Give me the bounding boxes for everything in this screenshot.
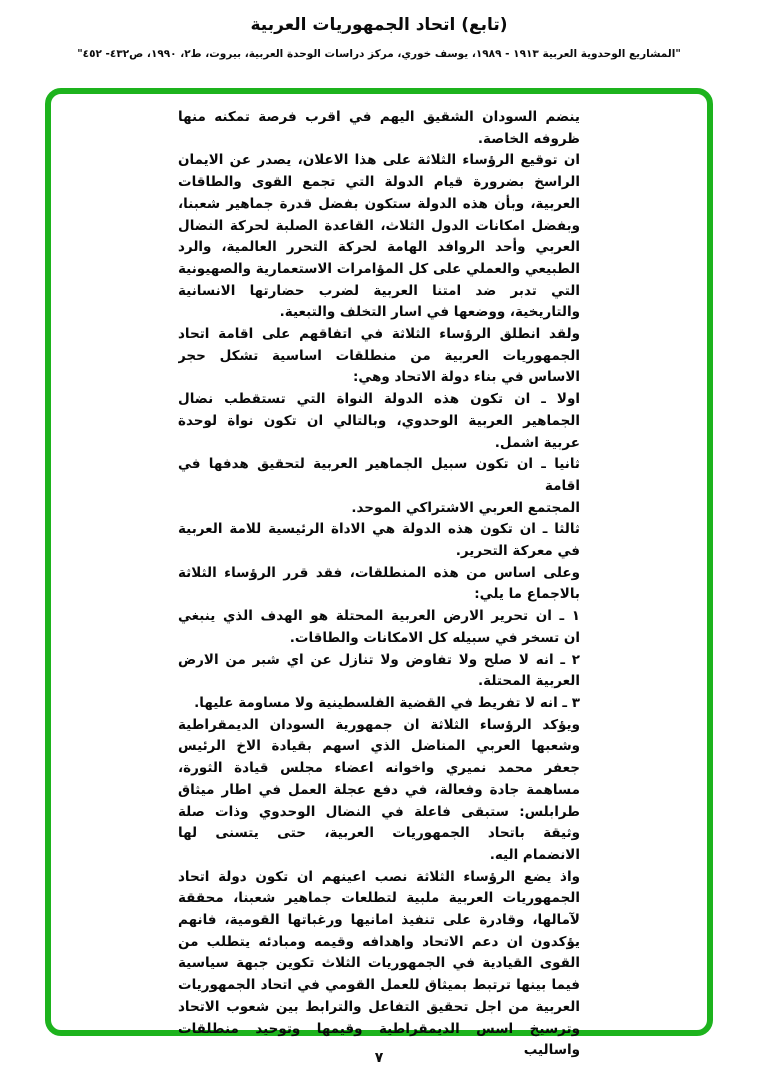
text-line: لآمالها، وقادرة على تنفيذ امانيها ورغباتها القومية، فانهم: [178, 912, 580, 929]
paragraph: [178, 107, 580, 150]
paragraph: [178, 563, 580, 606]
text-line: ١ ـ ان تحرير الارض العربية المحتلة هو الهدف الذي ينبغي: [178, 608, 580, 625]
text-line: الجمهوريات العربية ملبية لتطلعات جماهير شعبنا، محققة: [178, 890, 580, 907]
content-border-box: [45, 88, 713, 1059]
text-line: ٣ ـ انه لا تفريط في القضية الفلسطينية ولا مساومة عليها.: [194, 694, 580, 711]
text-line: بالاجماع ما يلي:: [474, 586, 580, 603]
page-number: ٧: [374, 1050, 384, 1066]
text-line: ظروفه الخاصة.: [477, 130, 580, 147]
paragraph: [178, 519, 580, 562]
text-line: الانضمام اليه.: [489, 846, 580, 863]
text-line: ثانيا ـ ان تكون سبيل الجماهير العربية لتحقيق هدفها في اقامة: [178, 456, 580, 494]
text-line: جعفر محمد نميري واخوانه اعضاء مجلس قيادة الثورة،: [178, 760, 580, 777]
text-line: العربي وأحد الروافد الهامة لحركة التحرر العالمية، والرد: [178, 239, 580, 256]
text-line: وبفضل امكانات الدول الثلاث، القاعدة الصلبة لحركة النضال: [178, 217, 580, 234]
text-line: العربية، وبأن هذه الدولة ستكون بفضل قدرة جماهير شعبنا،: [178, 195, 580, 212]
text-line: وترسيخ اسس الديمقراطية وقيمها وتوحيد منطلقات واساليب: [178, 1020, 580, 1059]
text-line: عربية اشمل.: [494, 434, 580, 451]
text-line: المجتمع العربي الاشتراكي الموحد.: [351, 499, 580, 516]
text-line: ثالثا ـ ان تكون هذه الدولة هي الاداة الرئيسية للامة العربية: [178, 521, 580, 538]
text-line: وعلى اساس من هذه المنطلقات، فقد قرر الرؤساء الثلاثة: [178, 564, 580, 581]
text-line: وثيقة باتحاد الجمهوريات العربية، حتى يتسنى لها: [178, 825, 580, 842]
text-line: ان توقيع الرؤساء الثلاثة على هذا الاعلان، يصدر عن الايمان: [178, 152, 580, 169]
paragraph: [178, 715, 580, 867]
document-title: (تابع) اتحاد الجمهوريات العربية: [250, 15, 508, 35]
text-line: الاساس في بناء دولة الاتحاد وهي:: [352, 369, 580, 386]
text-line: في معركة التحرير.: [455, 543, 580, 560]
text-line: ٢ ـ انه لا صلح ولا تفاوض ولا تنازل عن اي شبر من الارض: [178, 651, 580, 668]
text-line: العربية من اجل تحقيق التفاعل والترابط بين شعوب الاتحاد: [178, 998, 580, 1015]
paragraph: [178, 867, 580, 1062]
paragraph: [178, 454, 580, 519]
text-line: مساهمة جادة وفعالة، في دفع عجلة العمل في اطار ميثاق: [178, 781, 580, 798]
paragraph: [178, 693, 580, 715]
text-line: اولا ـ ان تكون هذه الدولة النواة التي تستقطب نضال: [178, 391, 580, 408]
text-line: القوى القيادية في الجمهوريات الثلاث تكوين جبهة سياسية: [178, 955, 580, 972]
text-line: ان تسخر في سبيله كل الامكانات والطاقات.: [289, 629, 580, 646]
text-line: ينضم السودان الشقيق اليهم في اقرب فرصة تمكنه منها: [178, 109, 580, 125]
text-line: الراسخ بضرورة قيام الدولة التي تجمع القوى والطاقات: [178, 174, 580, 191]
text-line: ويؤكد الرؤساء الثلاثة ان جمهورية السودان الديمقراطية: [178, 716, 580, 733]
paragraph: [178, 606, 580, 649]
text-line: التي تدبر ضد امتنا العربية لضرب حضارتها الانسانية: [178, 282, 580, 299]
text-line: والتاريخية، ووضعها في اسار التخلف والتبعية.: [279, 304, 580, 321]
document-citation: "المشاريع الوحدوية العربية ١٩١٣ - ١٩٨٩، يوسف خوري، مركز دراسات الوحدة العربية، بيروت، ط٢، ١٩٩٠، ص٤٣٢- ٤٥٢": [77, 48, 681, 60]
text-line: فيما بينها ترتبط بميثاق للعمل القومي في اتحاد الجمهوريات: [178, 977, 580, 994]
document-body: [178, 107, 580, 1062]
text-line: العربية المحتلة.: [478, 673, 580, 690]
paragraph: [178, 324, 580, 389]
text-line: وشعبها العربي المناضل الذي اسهم بقيادة الاخ الرئيس: [178, 738, 580, 755]
text-line: واذ يضع الرؤساء الثلاثة نصب اعينهم ان تكون دولة اتحاد: [178, 868, 580, 885]
text-line: الجماهير العربية الوحدوي، وبالتالي ان تكون نواة لوحدة: [178, 412, 580, 429]
paragraph: [178, 389, 580, 454]
text-line: طرابلس: ستبقى فاعلة في النضال الوحدوي وذات صلة: [178, 803, 580, 820]
text-line: الطبيعي والعملي على كل المؤامرات الاستعمارية والصهيونية: [178, 260, 580, 277]
text-line: يؤكدون ان دعم الاتحاد واهدافه وقيمه ومبادئه يتطلب من: [178, 933, 580, 950]
paragraph: [178, 150, 580, 324]
text-line: الجمهوريات العربية من منطلقات اساسية تشكل حجر: [178, 347, 580, 364]
paragraph: [178, 650, 580, 693]
text-line: ولقد انطلق الرؤساء الثلاثة في اتفاقهم على اقامة اتحاد: [178, 326, 580, 343]
